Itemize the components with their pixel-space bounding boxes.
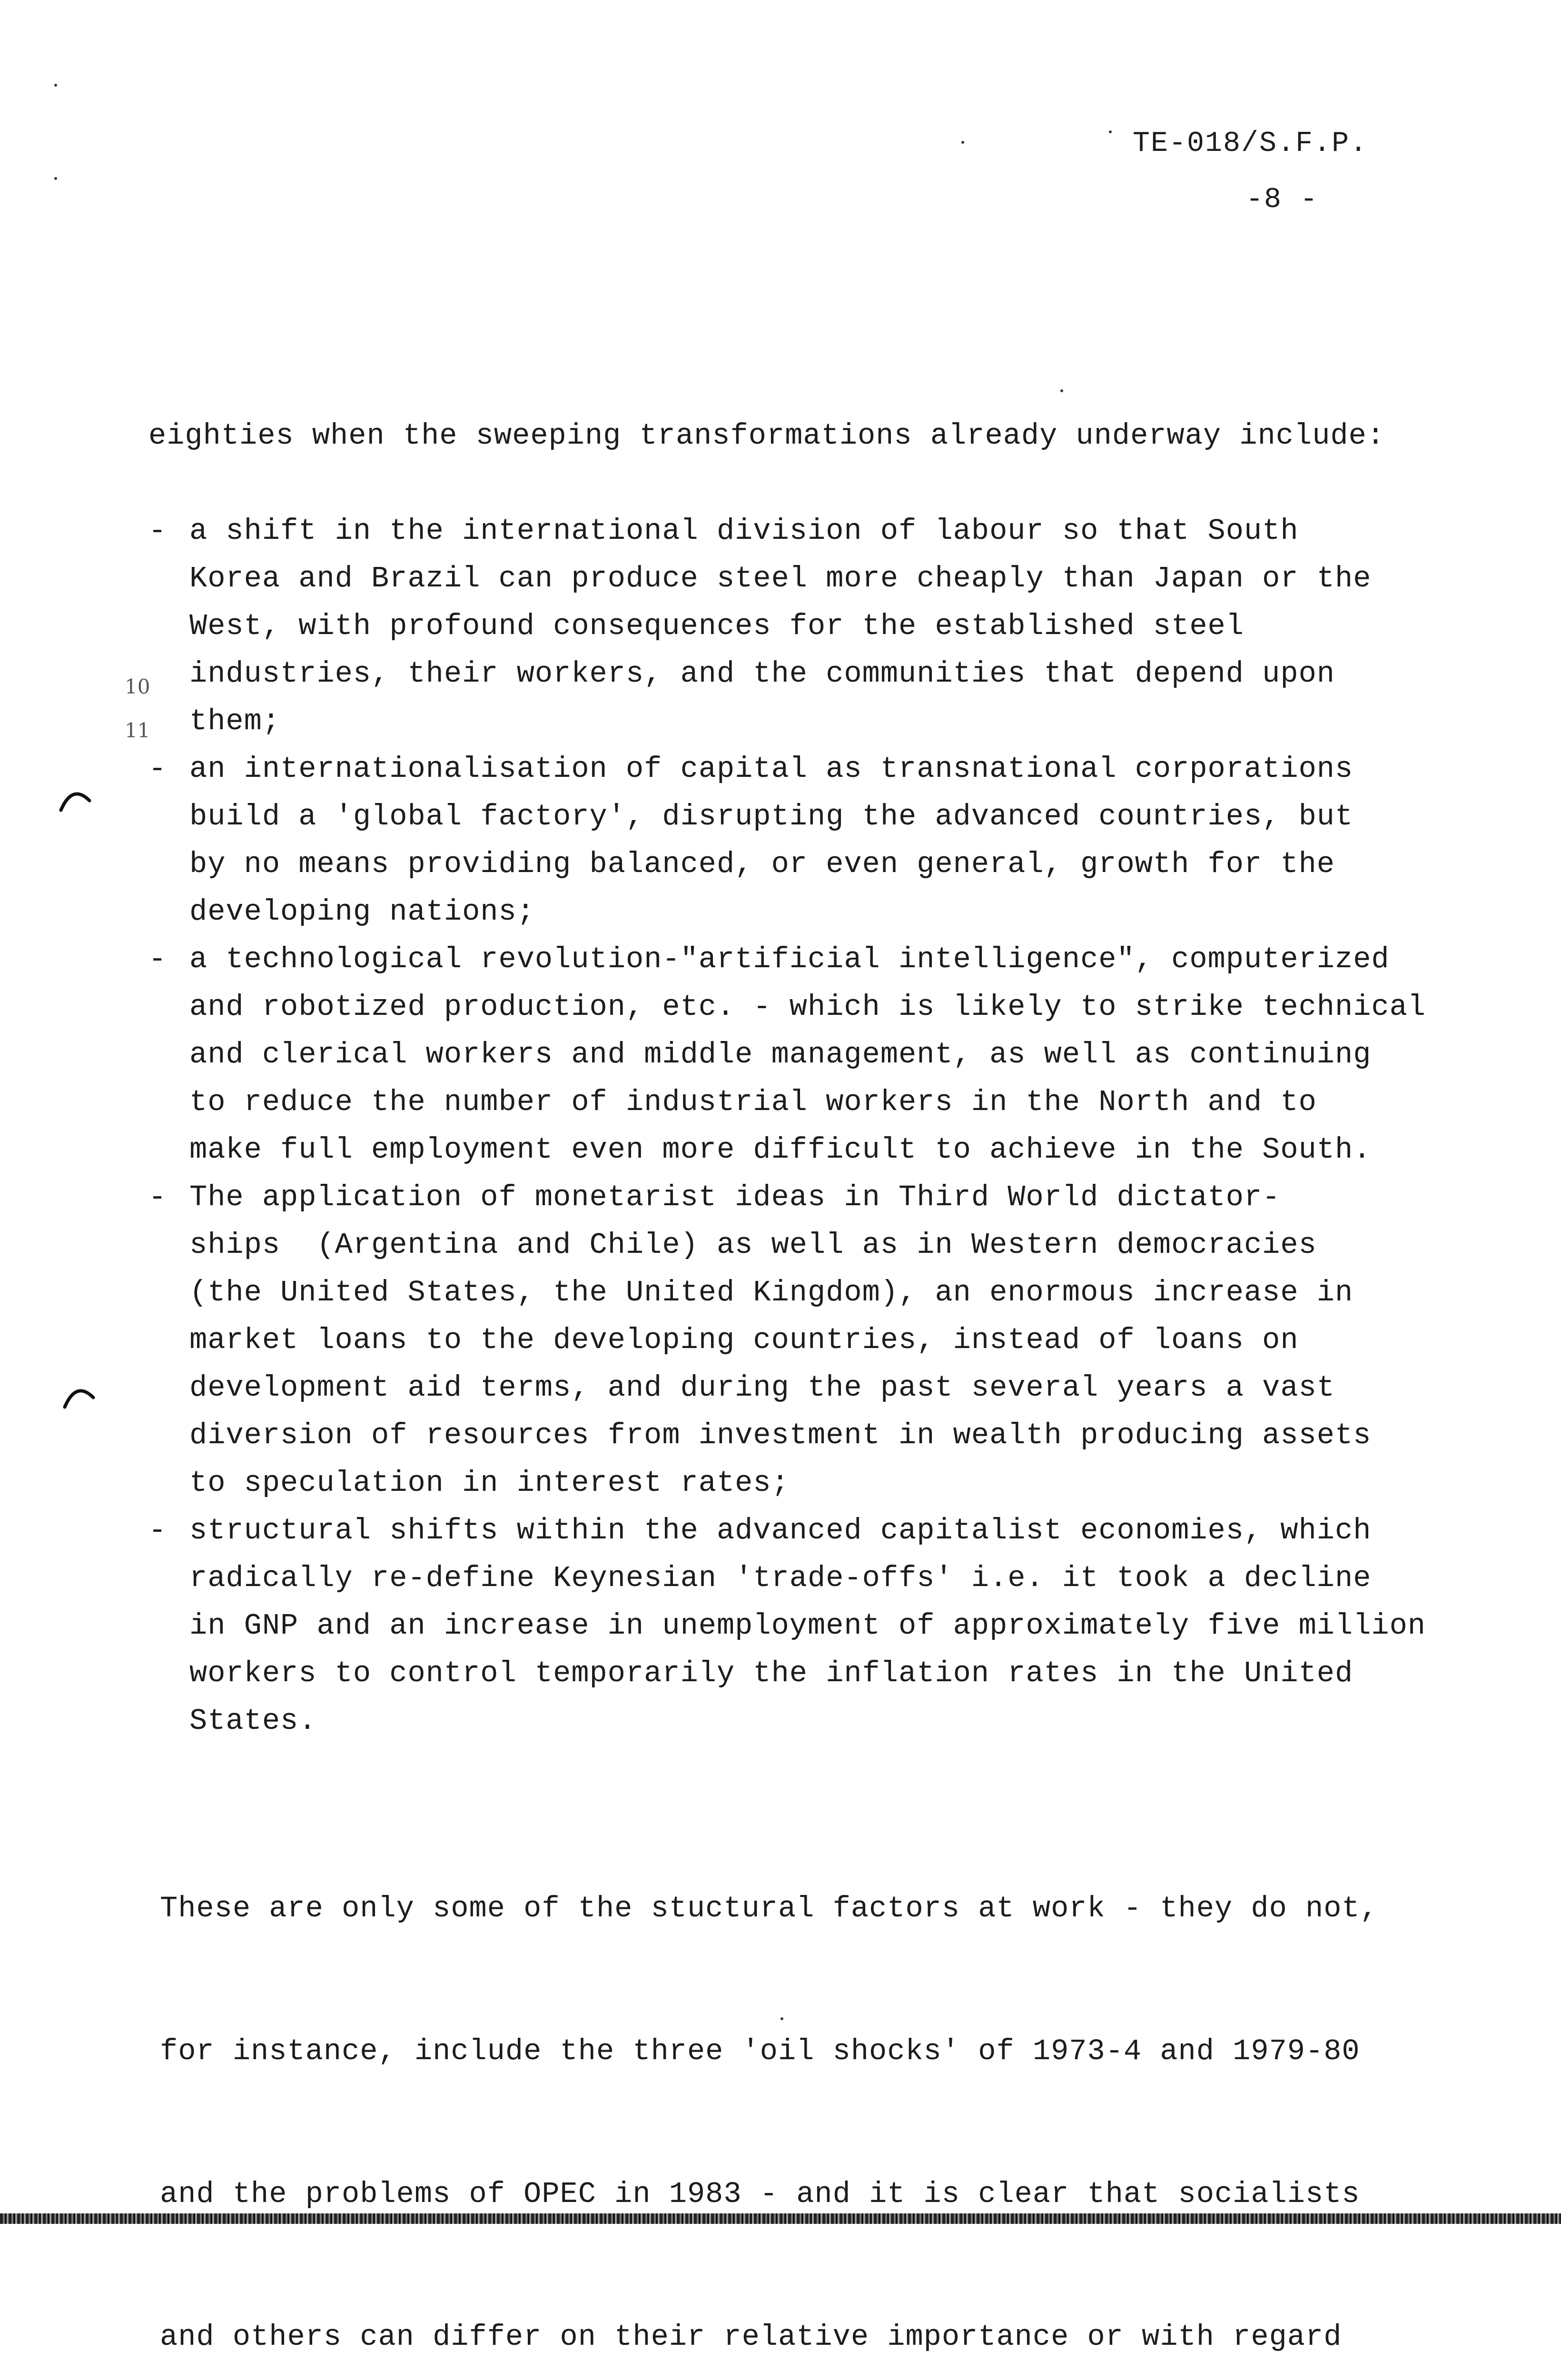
list-dash: - <box>148 752 167 786</box>
list-line: them; <box>189 704 281 738</box>
list-item-structural-shifts <box>148 1507 1529 1745</box>
list-line: structural shifts within the advanced capitalist economies, which <box>189 1514 1372 1547</box>
scan-speck <box>1060 389 1063 392</box>
transformations-list <box>148 507 1529 1745</box>
scan-speck <box>1109 130 1112 133</box>
list-item-technological-revolution <box>148 936 1529 1174</box>
list-line: Korea and Brazil can produce steel more cheaply than Japan or the <box>189 562 1372 595</box>
list-line: The application of monetarist ideas in Third World dictator- <box>189 1180 1281 1214</box>
punch-hole-arc-icon <box>58 786 91 813</box>
list-line: States. <box>189 1704 317 1738</box>
list-line: to speculation in interest rates; <box>189 1466 790 1500</box>
list-line: market loans to the developing countries, instead of loans on <box>189 1323 1299 1357</box>
scan-speck <box>54 84 57 87</box>
closing-line: and others can differ on their relative importance or with regard <box>160 2320 1342 2354</box>
scan-bottom-edge <box>0 2213 1561 2224</box>
margin-line-number-10: 10 <box>125 675 150 698</box>
list-line: a shift in the international division of labour so that South <box>189 514 1299 548</box>
list-item-monetarist-ideas <box>148 1174 1529 1507</box>
margin-line-number-11: 11 <box>125 719 150 742</box>
scan-speck <box>961 141 964 144</box>
closing-line: for instance, include the three 'oil shocks' of 1973-4 and 1979-80 <box>160 2034 1360 2068</box>
list-line: West, with profound consequences for the established steel <box>189 609 1244 643</box>
punch-hole-arc-icon <box>62 1383 95 1410</box>
list-line: developing nations; <box>189 895 535 929</box>
list-line: workers to control temporarily the inflation rates in the United <box>189 1656 1354 1690</box>
closing-paragraph <box>160 1790 1378 2380</box>
list-line: by no means providing balanced, or even general, growth for the <box>189 847 1335 881</box>
scan-speck <box>54 177 57 180</box>
list-line: a technological revolution-"artificial intelligence", computerized <box>189 942 1390 976</box>
list-line: to reduce the number of industrial workers in the North and to <box>189 1085 1317 1119</box>
closing-line: These are only some of the stuctural factors at work - they do not, <box>160 1892 1378 1925</box>
list-line: industries, their workers, and the communities that depend upon <box>189 657 1335 691</box>
list-dash: - <box>148 1514 167 1547</box>
scan-speck <box>780 2017 783 2020</box>
list-line: and clerical workers and middle management, as well as continuing <box>189 1038 1372 1071</box>
list-line: diversion of resources from investment in wealth producing assets <box>189 1418 1372 1452</box>
intro-line: eighties when the sweeping transformations already underway include: <box>148 419 1385 453</box>
list-line: (the United States, the United Kingdom), an enormous increase in <box>189 1276 1354 1309</box>
list-line: make full employment even more difficult to achieve in the South. <box>189 1133 1372 1167</box>
list-line: development aid terms, and during the past several years a vast <box>189 1371 1335 1405</box>
list-line: build a 'global factory', disrupting the advanced countries, but <box>189 800 1354 833</box>
document-reference: TE-018/S.F.P. <box>1133 128 1368 160</box>
list-line: an internationalisation of capital as transnational corporations <box>189 752 1354 786</box>
list-line: in GNP and an increase in unemployment of approximately five million <box>189 1609 1426 1643</box>
list-dash: - <box>148 1180 167 1214</box>
list-item-international-division <box>148 507 1529 745</box>
list-line: and robotized production, etc. - which is likely to strike technical <box>189 990 1426 1024</box>
list-line: ships (Argentina and Chile) as well as in Western democracies <box>189 1228 1317 1262</box>
closing-line: and the problems of OPEC in 1983 - and it is clear that socialists <box>160 2177 1360 2211</box>
list-item-internationalisation-of-capital <box>148 745 1529 936</box>
list-dash: - <box>148 942 167 976</box>
list-line: radically re-define Keynesian 'trade-offs' i.e. it took a decline <box>189 1561 1372 1595</box>
list-dash: - <box>148 514 167 548</box>
page-number: -8 - <box>1246 184 1319 216</box>
